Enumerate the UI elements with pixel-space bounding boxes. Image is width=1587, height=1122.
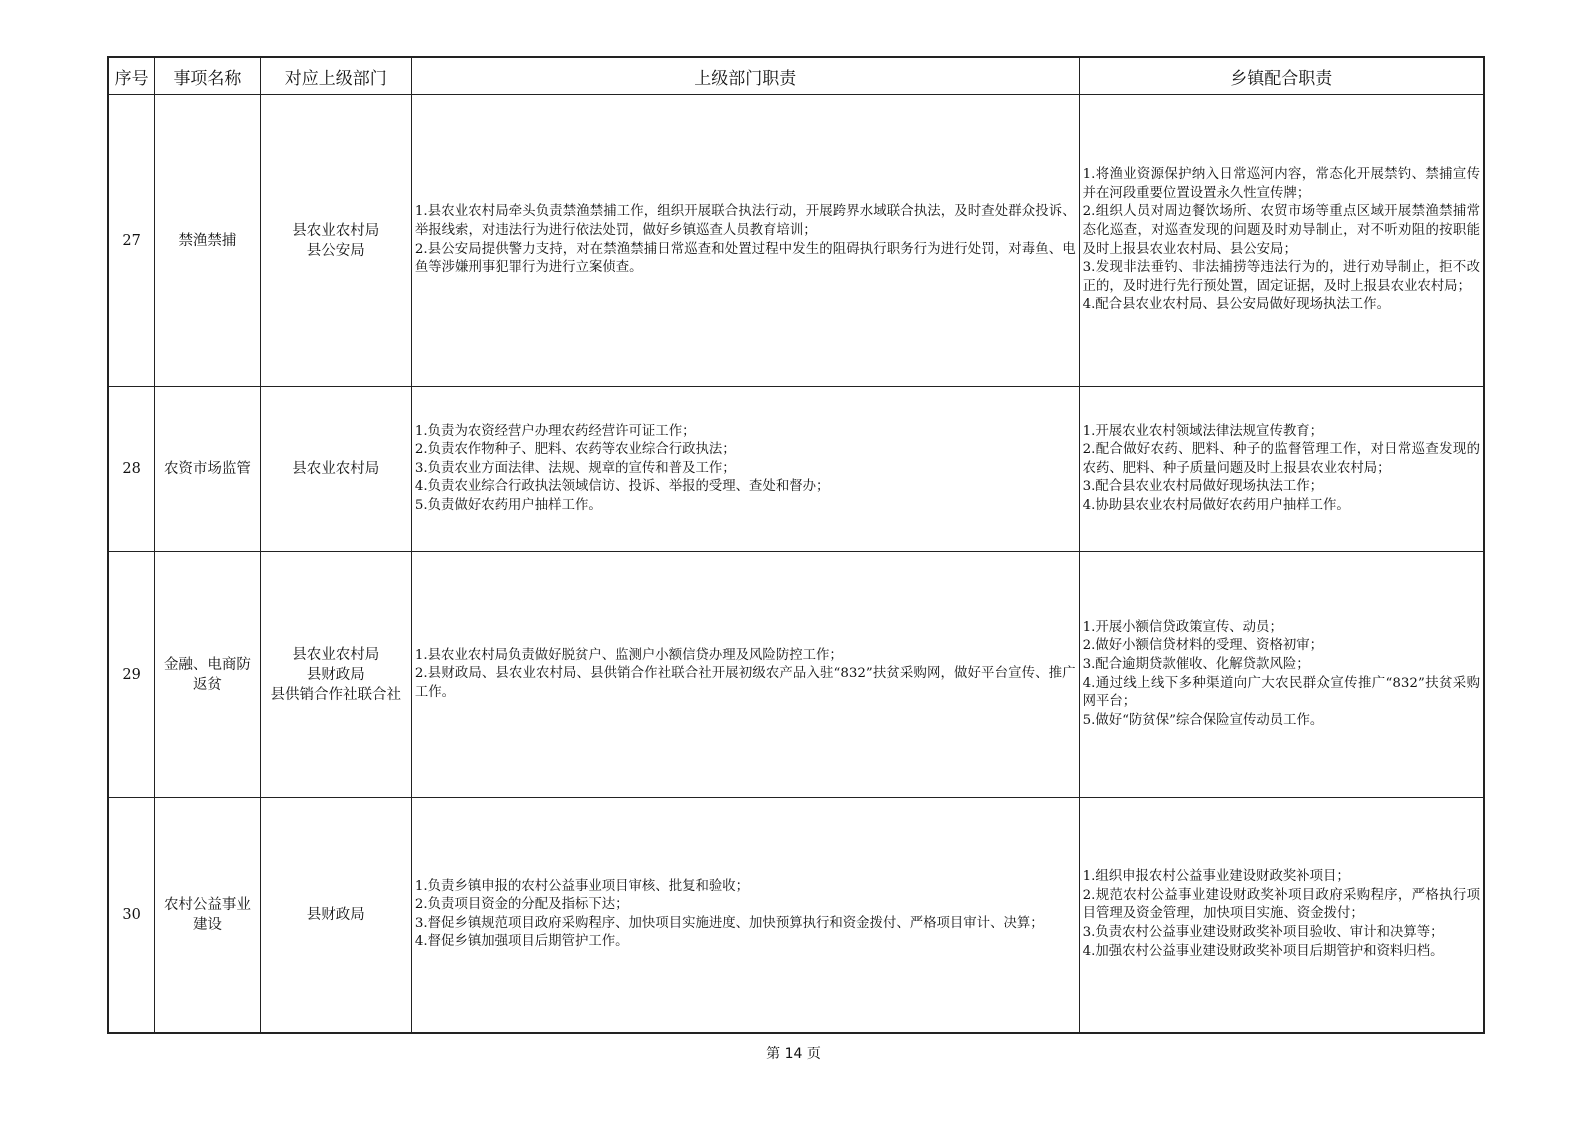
row-town-duty: 1.开展小额信贷政策宣传、动员； 2.做好小额信贷材料的受理、资格初审； 3.配合逾期贷款催收、化解贷款风险； 4.通过线上线下多种渠道向广大农民群众宣传推广“832”扶贫采购网平台； 5.做好“防贫保”综合保险宣传动员工作。 <box>1079 552 1484 798</box>
row-upper-duty: 1.负责乡镇申报的农村公益事业项目审核、批复和验收； 2.负责项目资金的分配及指标下达； 3.督促乡镇规范项目政府采购程序、加快项目实施进度、加快预算执行和资金拨付、严格项目审计、决算； 4.督促乡镇加强项目后期管护工作。 <box>411 798 1079 1033</box>
row-dept: 县财政局 <box>260 798 411 1033</box>
row-dept: 县农业农村局 <box>260 387 411 552</box>
row-town-duty: 1.开展农业农村领域法律法规宣传教育； 2.配合做好农药、肥料、种子的监督管理工作，对日常巡查发现的农药、肥料、种子质量问题及时上报县农业农村局； 3.配合县农业农村局做好现场执法工作； 4.协助县农业农村局做好农药用户抽样工作。 <box>1079 387 1484 552</box>
table-row <box>108 552 1484 798</box>
row-upper-duty: 1.负责为农资经营户办理农药经营许可证工作； 2.负责农作物种子、肥料、农药等农业综合行政执法； 3.负责农业方面法律、法规、规章的宣传和普及工作； 4.负责农业综合行政执法领域信访、投诉、举报的受理、查处和督办； 5.负责做好农药用户抽样工作。 <box>411 387 1079 552</box>
header-num: 序号 <box>108 57 155 95</box>
row-dept: 县农业农村局 县财政局 县供销合作社联合社 <box>260 552 411 798</box>
row-num: 29 <box>108 552 155 798</box>
header-town-duty: 乡镇配合职责 <box>1079 57 1484 95</box>
row-item-name: 禁渔禁捕 <box>155 95 261 387</box>
table-row <box>108 798 1484 1033</box>
row-upper-duty: 1.县农业农村局负责做好脱贫户、监测户小额信贷办理及风险防控工作； 2.县财政局、县农业农村局、县供销合作社联合社开展初级农产品入驻“832”扶贫采购网，做好平台宣传、推广工作。 <box>411 552 1079 798</box>
row-town-duty: 1.将渔业资源保护纳入日常巡河内容，常态化开展禁钓、禁捕宣传并在河段重要位置设置永久性宣传牌； 2.组织人员对周边餐饮场所、农贸市场等重点区域开展禁渔禁捕常态化巡查，对巡查发现的问题及时劝导制止，对不听劝阻的按职能及时上报县农业农村局、县公安局； 3.发现非法垂钓、非法捕捞等违法行为的，进行劝导制止，拒不改正的，及时进行先行预处置，固定证据，及时上报县农业农村局； 4.配合县农业农村局、县公安局做好现场执法工作。 <box>1079 95 1484 387</box>
table-header-row <box>108 57 1484 95</box>
row-upper-duty: 1.县农业农村局牵头负责禁渔禁捕工作，组织开展联合执法行动，开展跨界水域联合执法，及时查处群众投诉、举报线索，对违法行为进行依法处罚，做好乡镇巡查人员教育培训； 2.县公安局提供警力支持，对在禁渔禁捕日常巡查和处置过程中发生的阻碍执行职务行为进行处罚，对毒鱼、电鱼等涉嫌刑事犯罪行为进行立案侦查。 <box>411 95 1079 387</box>
duty-table <box>107 56 1485 1034</box>
row-item-name: 金融、电商防返贫 <box>155 552 261 798</box>
row-num: 30 <box>108 798 155 1033</box>
header-upper-duty: 上级部门职责 <box>411 57 1079 95</box>
row-item-name: 农村公益事业建设 <box>155 798 261 1033</box>
row-dept: 县农业农村局 县公安局 <box>260 95 411 387</box>
header-name: 事项名称 <box>155 57 261 95</box>
page-number: 第 14 页 <box>766 1046 821 1062</box>
table-row <box>108 95 1484 387</box>
row-num: 27 <box>108 95 155 387</box>
row-item-name: 农资市场监管 <box>155 387 261 552</box>
table-row <box>108 387 1484 552</box>
header-dept: 对应上级部门 <box>260 57 411 95</box>
row-num: 28 <box>108 387 155 552</box>
row-town-duty: 1.组织申报农村公益事业建设财政奖补项目； 2.规范农村公益事业建设财政奖补项目政府采购程序，严格执行项目管理及资金管理，加快项目实施、资金拨付； 3.负责农村公益事业建设财政奖补项目验收、审计和决算等； 4.加强农村公益事业建设财政奖补项目后期管护和资料归档。 <box>1079 798 1484 1033</box>
